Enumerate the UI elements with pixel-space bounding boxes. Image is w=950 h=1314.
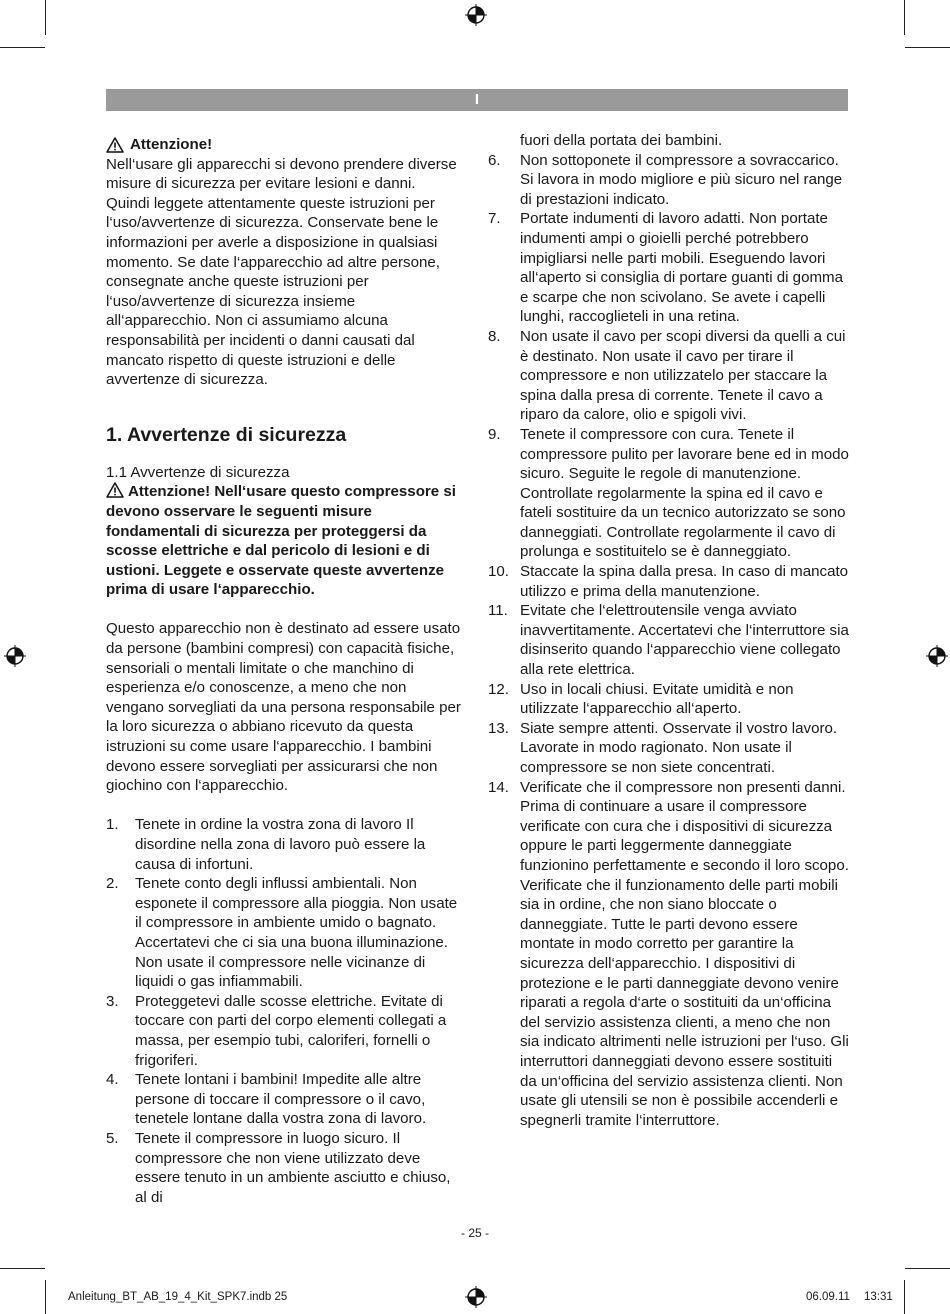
warning-triangle-icon: [106, 137, 124, 153]
list-item: 11. Evitate che l‘elettroutensile venga avviato inavvertitamente. Accertatevi che l‘interruttore sia disinserito quando l‘apparecchio viene collegato alla rete elettrica.: [488, 602, 849, 679]
language-header-bar: [106, 89, 848, 111]
registration-mark-icon: [465, 1286, 487, 1308]
right-column: [488, 131, 850, 1130]
registration-mark-icon: [926, 645, 948, 667]
crop-mark: [904, 1280, 905, 1314]
crop-mark: [905, 47, 950, 48]
list-continuation: fuori della portata dei bambini.: [520, 132, 723, 149]
warning-triangle-icon: [106, 482, 124, 498]
list-item: 2. Tenete conto degli influssi ambientali. Non esponete il compressore alla pioggia. Non usate il compressore in ambiente umido o bagnato. Accertatevi che ci sia una buona illuminazione. Non usate il compressore nelle vicinanze di liquidi o gas infiammabili.: [106, 875, 458, 991]
subsection-title: 1.1 Avvertenze di sicurezza: [106, 463, 290, 481]
page-number: - 25 -: [460, 1226, 489, 1240]
warning-title: Attenzione!: [130, 136, 213, 153]
list-item: 12. Uso in locali chiusi. Evitate umidità e non utilizzate l‘apparecchio all‘aperto.: [488, 680, 794, 718]
footer-date: 06.09.11: [806, 1291, 850, 1303]
intro-paragraph: Questo apparecchio non è destinato ad essere usato da persone (bambini compresi) con capacità fisiche, sensoriali o mentali limitate o che manchino di esperienza e/o conoscenze, a meno che non vengano sorvegliati da una persona responsabile per la loro sicurezza o abbiano ricevuto da questa istruzioni su come usare l‘apparecchio. I bambini devono essere sorvegliati per assicurarsi che non giochino con l‘apparecchio.: [106, 620, 461, 795]
list-item: 6. Non sottoponete il compressore a sovraccarico. Si lavora in modo migliore e più sicuro nel range di prestazioni indicato.: [488, 151, 843, 208]
warning-text: Nell‘usare gli apparecchi si devono prendere diverse misure di sicurezza per evitare lesioni e danni. Quindi leggete attentamente queste istruzioni per l‘uso/avvertenze di sicurezza. Conservate bene le informazioni per averle a disposizione in qualsiasi momento. Se date l‘apparecchio ad altre persone, consegnate anche queste istruzioni per l‘uso/avvertenze di sicurezza insieme all‘apparecchio. Non ci assumiamo alcuna responsabilità per incidenti o danni causati dal mancato rispetto di queste istruzioni e delle avvertenze di sicurezza.: [106, 155, 457, 389]
left-column: [106, 135, 462, 1207]
registration-mark-icon: [4, 645, 26, 667]
crop-mark: [45, 0, 46, 35]
footer-time: 13:31: [864, 1291, 893, 1303]
crop-mark: [904, 0, 905, 35]
list-item: 13. Siate sempre attenti. Osservate il vostro lavoro. Lavorate in modo ragionato. Non usate il compressore se non siete concentrati.: [488, 719, 838, 776]
safety-warning: [106, 482, 462, 600]
list-item: 7. Portate indumenti di lavoro adatti. Non portate indumenti ampi o gioielli perché potrebbero impigliarsi nelle parti mobili. Eseguendo lavori all‘aperto si consiglia di portare guanti di gomma e scarpe che non scivolano. Se avete i capelli lunghi, raccoglieteli in una retina.: [488, 210, 844, 326]
list-item: 4. Tenete lontani i bambini! Impedite alle altre persone di toccare il compressore o il cavo, tenetele lontane dalla vostra zona di lavoro.: [106, 1071, 427, 1128]
list-item: 9. Tenete il compressore con cura. Tenete il compressore pulito per lavorare bene ed in modo sicuro. Seguite le regole di manutenzione. Controllate regolarmente la spina ed il cavo e fateli sostituire da un tecnico autorizzato se sono danneggiati. Controllate regolarmente il cavo di prolunga e sostituitelo se è danneggiato.: [488, 425, 849, 561]
list-item: 5. Tenete il compressore in luogo sicuro. Il compressore che non viene utilizzato deve essere tenuto in un ambiente asciutto e chiuso, al di: [106, 1129, 451, 1206]
section-title: 1. Avvertenze di sicurezza: [106, 423, 347, 446]
crop-mark: [905, 1268, 950, 1269]
list-item: 8. Non usate il cavo per scopi diversi da quelli a cui è destinato. Non usate il cavo per tirare il compressore e non utilizzatelo per staccare la spina dalla presa di corrente. Tenete il cavo a riparo da calore, olio e spigoli vivi.: [488, 327, 846, 424]
safety-warning-text: Attenzione! Nell‘usare questo compressore si devono osservare le seguenti misure fondamentali di sicurezza per proteggersi da scosse elettriche e dal pericolo di lesioni e di ustioni. Leggete e osservate queste avvertenze prima di usare l‘apparecchio.: [106, 483, 456, 599]
list-item: 14. Verificate che il compressore non presenti danni. Prima di continuare a usare il compressore verificate con cura che i dispositivi di sicurezza oppure le parti leggermente danneggiate funzionino perfettamente e secondo il loro scopo. Verificate che il funzionamento delle parti mobili sia in ordine, che non siano bloccate o danneggiate. Tutte le parti devono essere montate in modo corretto per garantire la sicurezza dell‘apparecchio. I dispositivi di protezione e le parti danneggiate devono venire riparati a regola d‘arte o sostituiti da un‘officina del servizio assistenza clienti, a meno che non sia indicato altrimenti nelle istruzioni per l‘uso. Gli interruttori danneggiati devono essere sostituiti da un‘officina del servizio assistenza clienti. Non usate gli utensili se non è possibile accenderli e spegnerli tramite l‘interruttore.: [488, 778, 849, 1129]
list-item: 1. Tenete in ordine la vostra zona di lavoro Il disordine nella zona di lavoro può essere la causa di infortuni.: [106, 816, 426, 873]
warning-heading: [106, 135, 462, 155]
safety-list-left: [106, 815, 462, 1207]
crop-mark: [45, 1280, 46, 1314]
crop-mark: [0, 47, 45, 48]
footer-filename: Anleitung_BT_AB_19_4_Kit_SPK7.indb 25: [68, 1291, 288, 1303]
crop-mark: [0, 1268, 45, 1269]
registration-mark-icon: [465, 4, 487, 26]
language-tab-label: I: [474, 91, 480, 108]
list-item: 3. Proteggetevi dalle scosse elettriche. Evitate di toccare con parti del corpo elementi collegati a massa, per esempio tubi, caloriferi, fornelli o frigoriferi.: [106, 992, 447, 1069]
safety-list-right: [488, 151, 850, 1131]
list-item: 10. Staccate la spina dalla presa. In caso di mancato utilizzo e prima della manutenzione.: [488, 563, 849, 600]
